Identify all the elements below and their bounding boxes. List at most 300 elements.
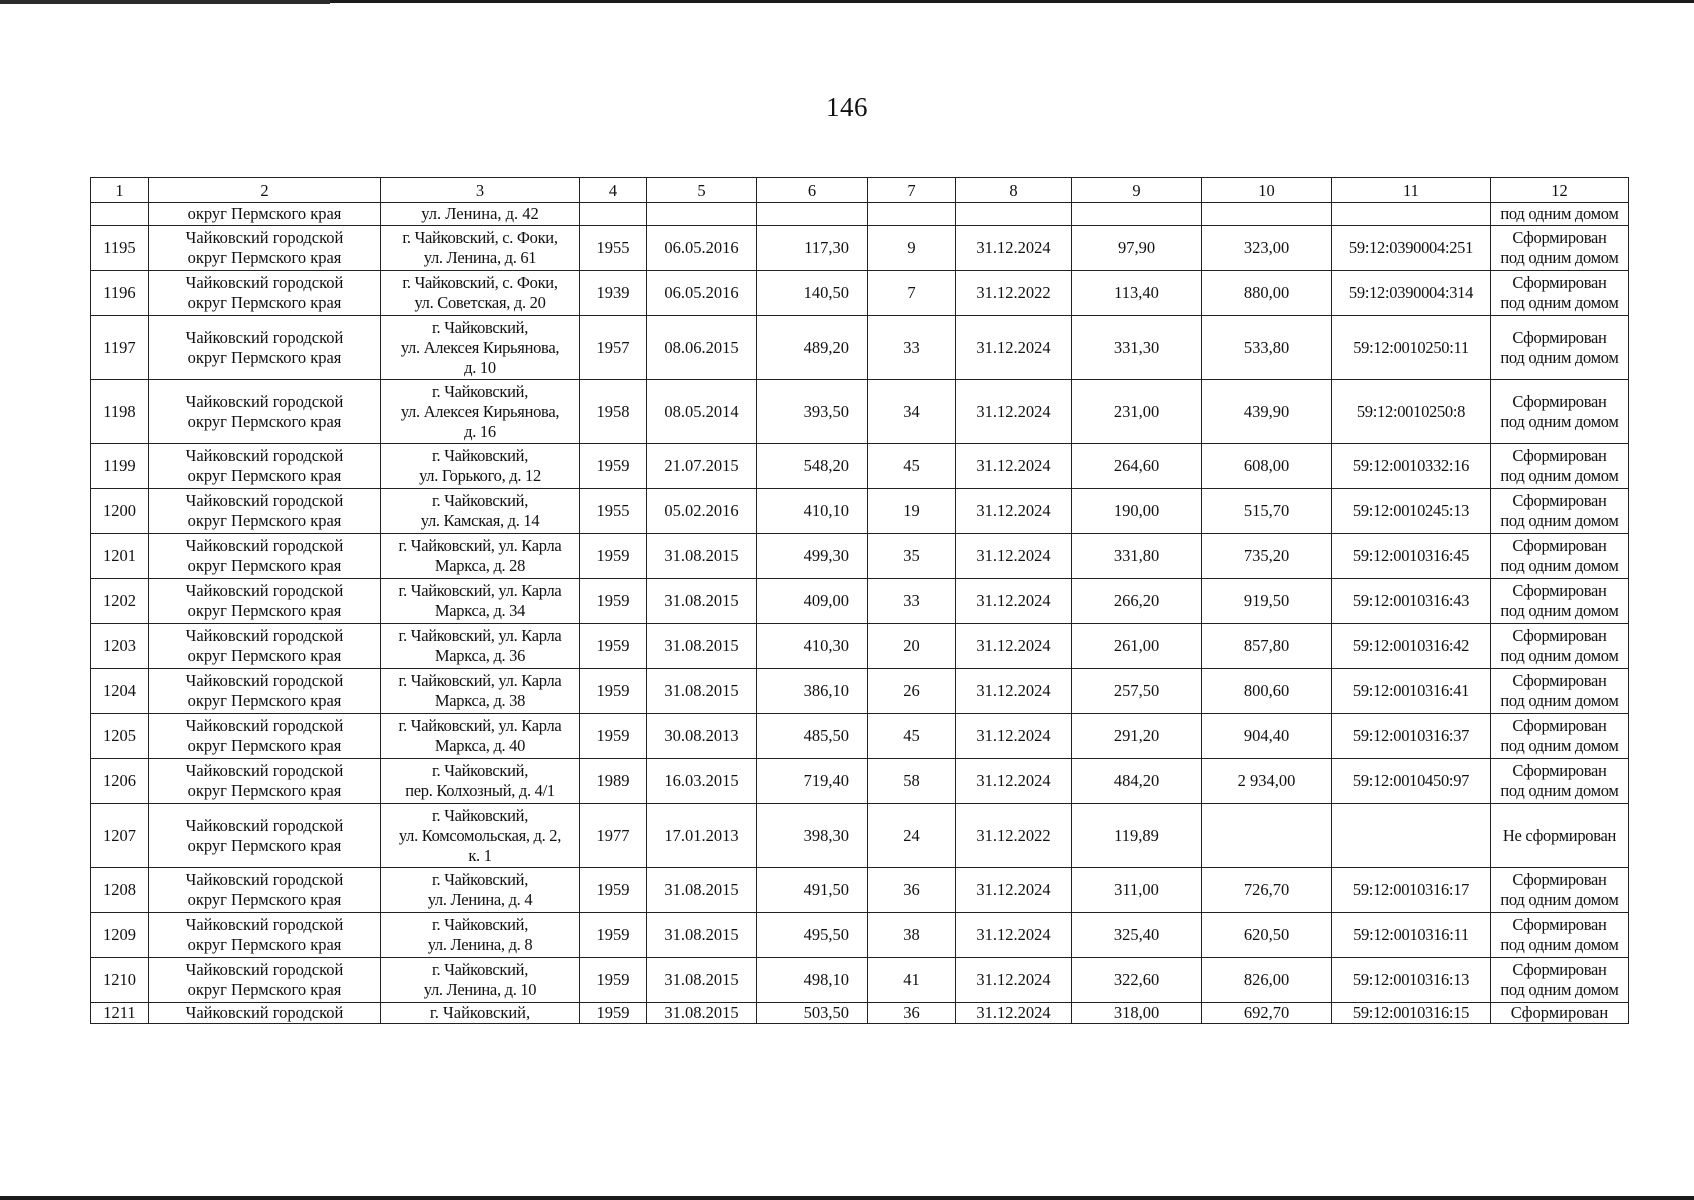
cell-date: 31.08.2015 <box>647 868 757 913</box>
table-row <box>91 444 1629 489</box>
cell-address <box>381 579 580 624</box>
cell-cadastral: 59:12:0010316:41 <box>1332 669 1491 714</box>
table-row <box>91 489 1629 534</box>
cell-land-area: 726,70 <box>1202 868 1332 913</box>
cell-area: 393,50 <box>757 380 868 444</box>
owner-line: Чайковский городской <box>185 626 344 645</box>
status-line: Сформирован <box>1512 915 1607 934</box>
cell-plan-date: 31.12.2024 <box>956 380 1072 444</box>
cell-address: г. Чайковский, <box>381 1003 580 1024</box>
cell-date: 31.08.2015 <box>647 624 757 669</box>
address-line: ул. Ленина, д. 61 <box>423 248 537 267</box>
owner-line: Чайковский городской <box>185 870 344 889</box>
cell-address <box>381 714 580 759</box>
owner-line: округ Пермского края <box>187 935 342 954</box>
address-line: г. Чайковский, ул. Карла <box>398 671 562 690</box>
address-line: г. Чайковский, ул. Карла <box>398 716 562 735</box>
owner-line: округ Пермского края <box>187 890 342 909</box>
cell-year: 1959 <box>580 1003 647 1024</box>
address-line: Маркса, д. 34 <box>434 601 526 620</box>
cell-number: 1206 <box>91 759 149 804</box>
owner-line: округ Пермского края <box>187 556 342 575</box>
cell-date: 16.03.2015 <box>647 759 757 804</box>
column-header: 6 <box>757 178 868 203</box>
cell-status: Сформирован <box>1491 1003 1629 1024</box>
cell-living-area: 331,30 <box>1072 316 1202 380</box>
continuation-row <box>91 203 1629 226</box>
cell-owner <box>149 271 381 316</box>
cell-owner <box>149 759 381 804</box>
address-line: Маркса, д. 38 <box>434 691 526 710</box>
cell-number: 1207 <box>91 804 149 868</box>
cell-number: 1204 <box>91 669 149 714</box>
cell-land-area: 323,00 <box>1202 226 1332 271</box>
cell-year: 1959 <box>580 534 647 579</box>
table-row-partial <box>91 1003 1629 1024</box>
status-line: Сформирован <box>1512 761 1607 780</box>
cell-cadastral: 59:12:0010245:13 <box>1332 489 1491 534</box>
cell-living-area: 266,20 <box>1072 579 1202 624</box>
table-row <box>91 868 1629 913</box>
cell-status <box>1491 271 1629 316</box>
header-row <box>91 178 1629 203</box>
cell-land-area: 620,50 <box>1202 913 1332 958</box>
owner-line: Чайковский городской <box>185 446 344 465</box>
cell-owner: Чайковский городской <box>149 1003 381 1024</box>
cell-residents: 58 <box>868 759 956 804</box>
cell-number: 1209 <box>91 913 149 958</box>
table-row <box>91 759 1629 804</box>
cell-living-area: 97,90 <box>1072 226 1202 271</box>
cell-address <box>381 380 580 444</box>
cell-date: 30.08.2013 <box>647 714 757 759</box>
cell-cadastral <box>1332 203 1491 226</box>
address-line: ул. Горького, д. 12 <box>419 466 541 485</box>
cell-living-area: 325,40 <box>1072 913 1202 958</box>
status-line: под одним домом <box>1500 556 1619 575</box>
address-line: ул. Алексея Кирьянова, <box>400 401 560 421</box>
cell-year: 1959 <box>580 579 647 624</box>
address-line: г. Чайковский, <box>431 381 529 401</box>
cell-status <box>1491 759 1629 804</box>
status-line: под одним домом <box>1500 980 1619 999</box>
cell-year: 1959 <box>580 444 647 489</box>
cell-area: 485,50 <box>757 714 868 759</box>
cell-number: 1199 <box>91 444 149 489</box>
status-line: Сформирован <box>1512 870 1607 889</box>
cell-year: 1959 <box>580 868 647 913</box>
cell-living-area: 190,00 <box>1072 489 1202 534</box>
status-line: под одним домом <box>1500 736 1619 755</box>
cell-land-area: 857,80 <box>1202 624 1332 669</box>
status-line: Сформирован <box>1512 960 1607 979</box>
cell-living-area: 484,20 <box>1072 759 1202 804</box>
address-line: г. Чайковский, ул. Карла <box>398 536 562 555</box>
cell-address <box>381 913 580 958</box>
cell-owner <box>149 714 381 759</box>
cell-date: 31.08.2015 <box>647 1003 757 1024</box>
cell-cadastral: 59:12:0010316:42 <box>1332 624 1491 669</box>
owner-line: округ Пермского края <box>187 511 342 530</box>
cell-number: 1210 <box>91 958 149 1003</box>
cell-number: 1205 <box>91 714 149 759</box>
cell-living-area: 318,00 <box>1072 1003 1202 1024</box>
address-line: Маркса, д. 36 <box>434 646 526 665</box>
page-number: 146 <box>826 92 868 122</box>
cell-land-area: 880,00 <box>1202 271 1332 316</box>
column-header: 12 <box>1491 178 1629 203</box>
cell-residents: 45 <box>868 444 956 489</box>
cell-year: 1955 <box>580 489 647 534</box>
cell-plan-date: 31.12.2024 <box>956 226 1072 271</box>
cell-status <box>1491 624 1629 669</box>
cell-land-area: 800,60 <box>1202 669 1332 714</box>
owner-line: Чайковский городской <box>185 671 344 690</box>
cell-plan-date: 31.12.2024 <box>956 958 1072 1003</box>
cell-area: 398,30 <box>757 804 868 868</box>
address-line: г. Чайковский, с. Фоки, <box>402 228 558 247</box>
owner-line: Чайковский городской <box>185 327 344 347</box>
owner-line: округ Пермского края <box>187 736 342 755</box>
status-line: под одним домом <box>1500 646 1619 665</box>
column-header: 5 <box>647 178 757 203</box>
cell-residents: 19 <box>868 489 956 534</box>
cell-date: 31.08.2015 <box>647 958 757 1003</box>
cell-year: 1977 <box>580 804 647 868</box>
cell-number: 1203 <box>91 624 149 669</box>
owner-line: округ Пермского края <box>187 248 342 267</box>
cell-land-area: 919,50 <box>1202 579 1332 624</box>
status-line: под одним домом <box>1500 248 1619 267</box>
scan-edge-bottom <box>0 1196 1694 1200</box>
cell-year <box>580 203 647 226</box>
cell-residents: 26 <box>868 669 956 714</box>
cell-residents: 35 <box>868 534 956 579</box>
cell-status <box>1491 714 1629 759</box>
cell-year: 1959 <box>580 714 647 759</box>
cell-owner: округ Пермского края <box>149 203 381 226</box>
cell-date: 05.02.2016 <box>647 489 757 534</box>
cell-cadastral: 59:12:0010316:17 <box>1332 868 1491 913</box>
cell-living-area: 322,60 <box>1072 958 1202 1003</box>
owner-line: округ Пермского края <box>187 835 342 855</box>
address-line: пер. Колхозный, д. 4/1 <box>405 781 555 800</box>
cell-plan-date: 31.12.2024 <box>956 714 1072 759</box>
cell-cadastral: 59:12:0010316:37 <box>1332 714 1491 759</box>
status-line: под одним домом <box>1500 781 1619 800</box>
cell-number: 1197 <box>91 316 149 380</box>
cell-land-area: 2 934,00 <box>1202 759 1332 804</box>
cell-living-area: 264,60 <box>1072 444 1202 489</box>
cell-living-area: 119,89 <box>1072 804 1202 868</box>
table-row <box>91 714 1629 759</box>
owner-line: Чайковский городской <box>185 536 344 555</box>
cell-address <box>381 759 580 804</box>
address-line: г. Чайковский, ул. Карла <box>398 581 562 600</box>
table-row <box>91 380 1629 444</box>
owner-line: округ Пермского края <box>187 781 342 800</box>
table-row <box>91 226 1629 271</box>
status-line: Сформирован <box>1512 671 1607 690</box>
cell-owner <box>149 380 381 444</box>
housing-register-table <box>90 177 1629 1024</box>
cell-cadastral: 59:12:0390004:251 <box>1332 226 1491 271</box>
owner-line: округ Пермского края <box>187 980 342 999</box>
owner-line: Чайковский городской <box>185 761 344 780</box>
status-line: Сформирован <box>1512 716 1607 735</box>
column-header: 1 <box>91 178 149 203</box>
table-row <box>91 271 1629 316</box>
cell-residents: 20 <box>868 624 956 669</box>
cell-owner <box>149 489 381 534</box>
cell-date: 31.08.2015 <box>647 669 757 714</box>
status-line: Сформирован <box>1512 536 1607 555</box>
cell-cadastral: 59:12:0010316:13 <box>1332 958 1491 1003</box>
cell-owner <box>149 226 381 271</box>
cell-owner <box>149 913 381 958</box>
status-line: Сформирован <box>1512 273 1607 292</box>
cell-cadastral: 59:12:0010250:11 <box>1332 316 1491 380</box>
address-line: ул. Комсомольская, д. 2, <box>398 825 562 845</box>
address-line: Маркса, д. 28 <box>434 556 526 575</box>
cell-area: 410,10 <box>757 489 868 534</box>
cell-number: 1208 <box>91 868 149 913</box>
cell-date: 08.05.2014 <box>647 380 757 444</box>
table-row <box>91 534 1629 579</box>
owner-line: Чайковский городской <box>185 915 344 934</box>
address-line: к. 1 <box>468 845 492 865</box>
table-row <box>91 913 1629 958</box>
table-row <box>91 669 1629 714</box>
cell-owner <box>149 534 381 579</box>
status-line: под одним домом <box>1500 347 1619 367</box>
address-line: г. Чайковский, <box>431 915 529 934</box>
cell-address <box>381 316 580 380</box>
cell-plan-date <box>956 203 1072 226</box>
cell-residents: 34 <box>868 380 956 444</box>
address-line: г. Чайковский, <box>431 960 529 979</box>
cell-area: 499,30 <box>757 534 868 579</box>
cell-land-area: 735,20 <box>1202 534 1332 579</box>
owner-line: Чайковский городской <box>185 228 344 247</box>
cell-owner <box>149 444 381 489</box>
cell-plan-date: 31.12.2022 <box>956 271 1072 316</box>
cell-living-area: 231,00 <box>1072 380 1202 444</box>
cell-year: 1959 <box>580 958 647 1003</box>
status-line: Сформирован <box>1512 491 1607 510</box>
cell-residents: 45 <box>868 714 956 759</box>
cell-number <box>91 203 149 226</box>
cell-date: 06.05.2016 <box>647 226 757 271</box>
cell-plan-date: 31.12.2024 <box>956 759 1072 804</box>
cell-address <box>381 534 580 579</box>
cell-living-area: 257,50 <box>1072 669 1202 714</box>
cell-land-area: 439,90 <box>1202 380 1332 444</box>
cell-plan-date: 31.12.2024 <box>956 868 1072 913</box>
cell-plan-date: 31.12.2024 <box>956 624 1072 669</box>
address-line: г. Чайковский, <box>431 870 529 889</box>
cell-owner <box>149 579 381 624</box>
cell-residents: 7 <box>868 271 956 316</box>
owner-line: Чайковский городской <box>185 273 344 292</box>
cell-date: 21.07.2015 <box>647 444 757 489</box>
cell-plan-date: 31.12.2024 <box>956 1003 1072 1024</box>
status-line: под одним домом <box>1500 411 1619 431</box>
cell-status <box>1491 226 1629 271</box>
status-line: под одним домом <box>1500 935 1619 954</box>
cell-land-area: 904,40 <box>1202 714 1332 759</box>
cell-area: 548,20 <box>757 444 868 489</box>
column-header: 2 <box>149 178 381 203</box>
cell-area: 409,00 <box>757 579 868 624</box>
owner-line: округ Пермского края <box>187 293 342 312</box>
cell-cadastral: 59:12:0010316:43 <box>1332 579 1491 624</box>
cell-area: 491,50 <box>757 868 868 913</box>
address-line: ул. Ленина, д. 10 <box>423 980 537 999</box>
address-line: ул. Ленина, д. 8 <box>427 935 533 954</box>
cell-residents: 36 <box>868 868 956 913</box>
cell-owner <box>149 316 381 380</box>
owner-line: округ Пермского края <box>187 691 342 710</box>
cell-date: 31.08.2015 <box>647 913 757 958</box>
cell-status <box>1491 316 1629 380</box>
cell-cadastral: 59:12:0010450:97 <box>1332 759 1491 804</box>
owner-line: Чайковский городской <box>185 960 344 979</box>
cell-residents: 24 <box>868 804 956 868</box>
column-header: 11 <box>1332 178 1491 203</box>
cell-cadastral: 59:12:0010250:8 <box>1332 380 1491 444</box>
status-line: под одним домом <box>1500 466 1619 485</box>
status-line: Сформирован <box>1512 327 1607 347</box>
cell-address <box>381 624 580 669</box>
address-line: д. 10 <box>464 357 496 377</box>
cell-living-area: 291,20 <box>1072 714 1202 759</box>
cell-land-area: 608,00 <box>1202 444 1332 489</box>
cell-area: 489,20 <box>757 316 868 380</box>
status-line: под одним домом <box>1500 511 1619 530</box>
scan-edge-top-left <box>0 0 330 4</box>
status-line: под одним домом <box>1500 601 1619 620</box>
cell-date <box>647 203 757 226</box>
cell-land-area <box>1202 203 1332 226</box>
cell-address <box>381 669 580 714</box>
address-line: г. Чайковский, <box>431 317 529 337</box>
cell-address <box>381 226 580 271</box>
cell-area: 498,10 <box>757 958 868 1003</box>
cell-living-area: 113,40 <box>1072 271 1202 316</box>
address-line: д. 16 <box>464 421 496 441</box>
cell-address <box>381 489 580 534</box>
table-body <box>91 178 1629 1024</box>
cell-residents: 9 <box>868 226 956 271</box>
column-header: 8 <box>956 178 1072 203</box>
cell-area: 140,50 <box>757 271 868 316</box>
column-header: 9 <box>1072 178 1202 203</box>
cell-number: 1202 <box>91 579 149 624</box>
cell-status <box>1491 868 1629 913</box>
cell-plan-date: 31.12.2022 <box>956 804 1072 868</box>
cell-number: 1211 <box>91 1003 149 1024</box>
cell-status <box>1491 913 1629 958</box>
cell-year: 1958 <box>580 380 647 444</box>
owner-line: округ Пермского края <box>187 646 342 665</box>
cell-living-area: 331,80 <box>1072 534 1202 579</box>
table-row <box>91 958 1629 1003</box>
address-line: г. Чайковский, ул. Карла <box>398 626 562 645</box>
address-line: ул. Ленина, д. 4 <box>427 890 533 909</box>
cell-area: 117,30 <box>757 226 868 271</box>
column-header: 7 <box>868 178 956 203</box>
cell-plan-date: 31.12.2024 <box>956 669 1072 714</box>
cell-address <box>381 868 580 913</box>
cell-number: 1198 <box>91 380 149 444</box>
cell-year: 1989 <box>580 759 647 804</box>
cell-land-area <box>1202 804 1332 868</box>
cell-land-area: 826,00 <box>1202 958 1332 1003</box>
owner-line: округ Пермского края <box>187 466 342 485</box>
cell-owner <box>149 624 381 669</box>
cell-plan-date: 31.12.2024 <box>956 534 1072 579</box>
cell-status: под одним домом <box>1491 203 1629 226</box>
cell-area: 719,40 <box>757 759 868 804</box>
cell-area: 386,10 <box>757 669 868 714</box>
cell-number: 1195 <box>91 226 149 271</box>
owner-line: округ Пермского края <box>187 411 342 431</box>
cell-number: 1196 <box>91 271 149 316</box>
owner-line: округ Пермского края <box>187 601 342 620</box>
owner-line: округ Пермского края <box>187 347 342 367</box>
table-row <box>91 804 1629 868</box>
cell-address <box>381 271 580 316</box>
address-line: ул. Алексея Кирьянова, <box>400 337 560 357</box>
cell-date: 06.05.2016 <box>647 271 757 316</box>
cell-cadastral <box>1332 804 1491 868</box>
cell-date: 08.06.2015 <box>647 316 757 380</box>
cell-year: 1959 <box>580 913 647 958</box>
cell-year: 1959 <box>580 624 647 669</box>
table-row <box>91 624 1629 669</box>
cell-owner <box>149 669 381 714</box>
cell-status <box>1491 380 1629 444</box>
address-line: г. Чайковский, с. Фоки, <box>402 273 558 292</box>
cell-land-area: 515,70 <box>1202 489 1332 534</box>
status-line: Сформирован <box>1512 581 1607 600</box>
address-line: г. Чайковский, <box>431 761 529 780</box>
cell-living-area: 311,00 <box>1072 868 1202 913</box>
cell-number: 1201 <box>91 534 149 579</box>
owner-line: Чайковский городской <box>185 391 344 411</box>
cell-year: 1959 <box>580 669 647 714</box>
address-line: ул. Советская, д. 20 <box>414 293 546 312</box>
cell-status <box>1491 579 1629 624</box>
cell-status <box>1491 444 1629 489</box>
owner-line: Чайковский городской <box>185 581 344 600</box>
status-line: под одним домом <box>1500 293 1619 312</box>
status-line: Не сформирован <box>1502 825 1617 845</box>
cell-living-area: 261,00 <box>1072 624 1202 669</box>
cell-plan-date: 31.12.2024 <box>956 489 1072 534</box>
table-row <box>91 316 1629 380</box>
address-line: г. Чайковский, <box>431 805 529 825</box>
column-header: 3 <box>381 178 580 203</box>
cell-year: 1939 <box>580 271 647 316</box>
owner-line: Чайковский городской <box>185 815 344 835</box>
cell-owner <box>149 868 381 913</box>
cell-address <box>381 444 580 489</box>
status-line: Сформирован <box>1512 446 1607 465</box>
cell-land-area: 692,70 <box>1202 1003 1332 1024</box>
cell-living-area <box>1072 203 1202 226</box>
